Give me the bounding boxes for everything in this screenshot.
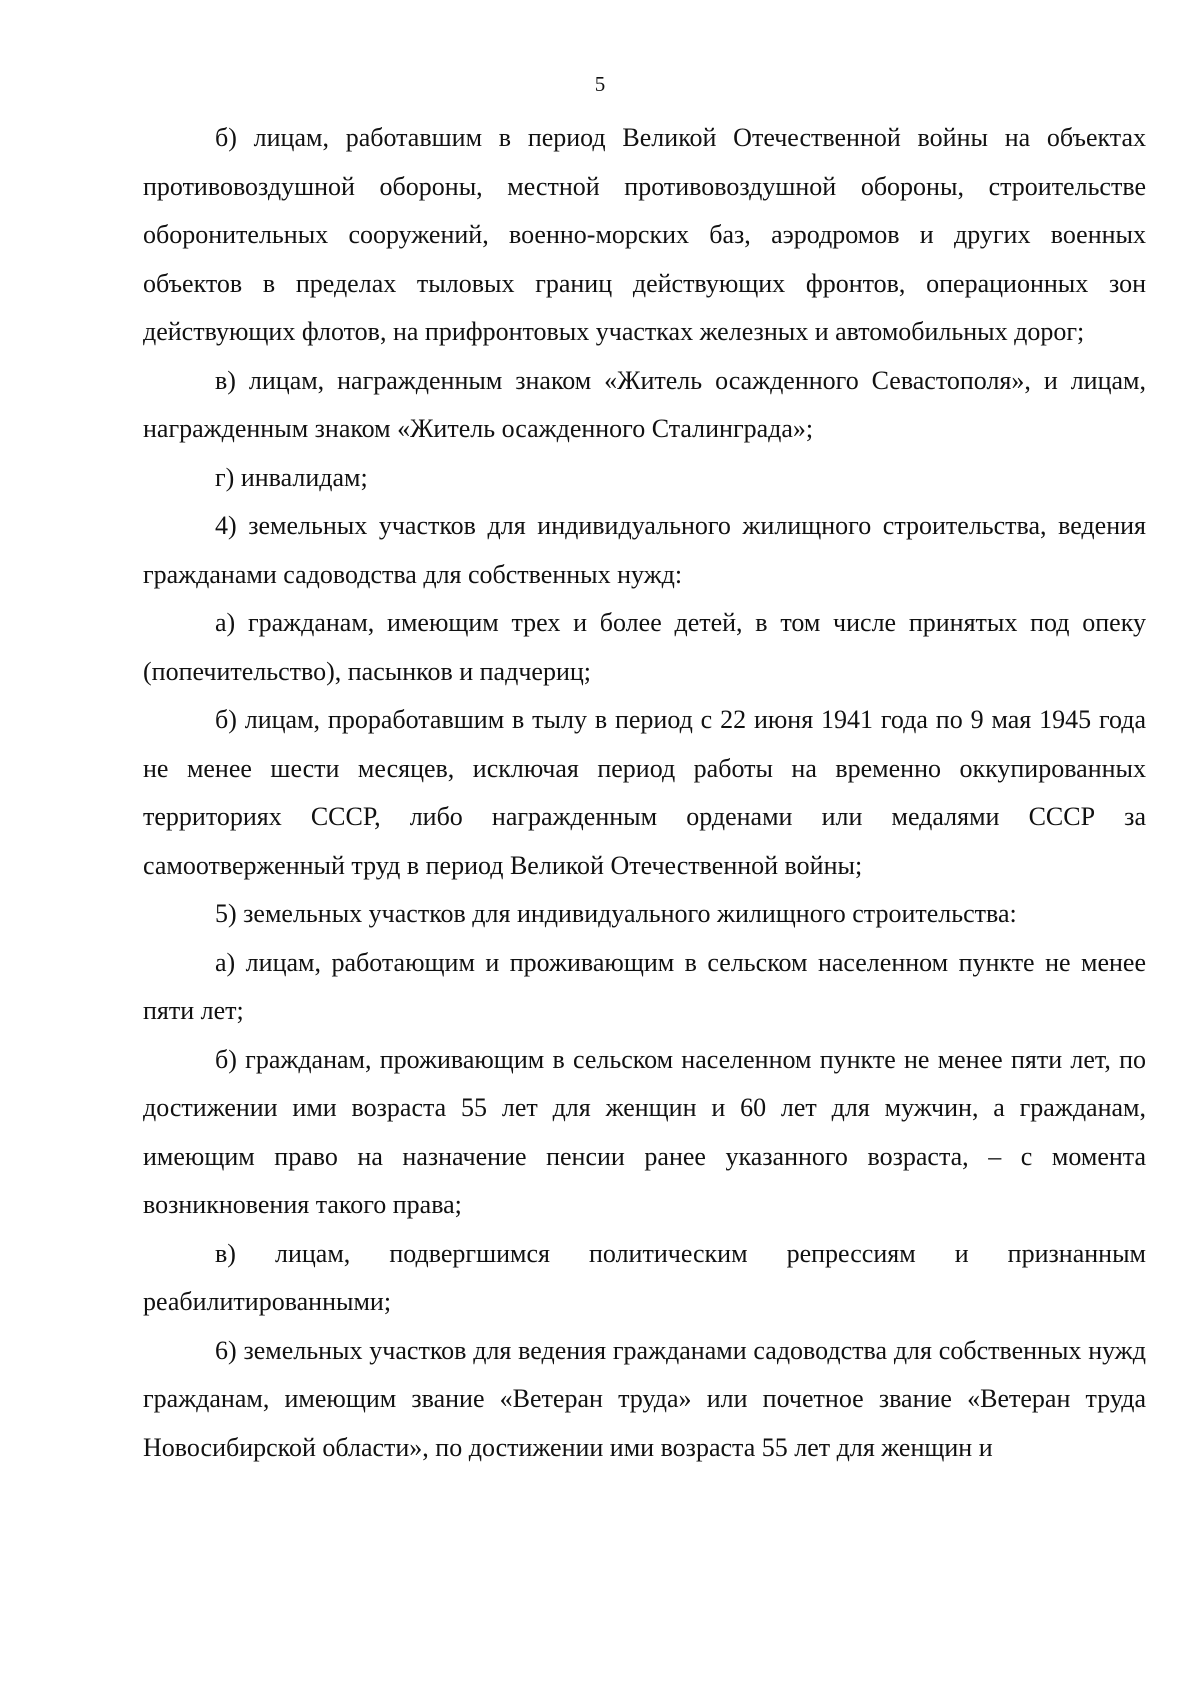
paragraph-b-rear-workers-defense: б) лицам, работавшим в период Великой Отечественной войны на объектах противовоздушной обороны, местной противовоздушной обороны, строительстве оборонительных сооружений, военно-морских баз, аэродромов и других военных объектов в пределах тыловых границ действующих фронтов, операционных зон действующих флотов, на прифронтовых участках железных и автомобильных дорог;	[143, 123, 1146, 346]
page-number: 5	[594, 72, 606, 96]
paragraph-v-rehabilitated: в) лицам, подвергшимся политическим репрессиям и признанным реабилитированными;	[143, 1238, 1146, 1316]
paragraph-6-gardening-veterans: 6) земельных участков для ведения гражданами садоводства для собственных нужд гражданам, имеющим звание «Ветеран труда» или почетное звание «Ветеран труда Новосибирской области», по достижении ими возраста 55 лет для женщин и	[143, 1335, 1146, 1462]
paragraph-4-housing-gardening: 4) земельных участков для индивидуального жилищного строительства, ведения гражданами садоводства для собственных нужд:	[143, 511, 1146, 589]
paragraph-b-home-front-workers: б) лицам, проработавшим в тылу в период с 22 июня 1941 года по 9 мая 1945 года не менее шести месяцев, исключая период работы на временно оккупированных территориях СССР, либо награжденным орденами или медалями СССР за самоотверженный труд в период Великой Отечественной войны;	[143, 705, 1146, 880]
paragraph-g-disabled: г) инвалидам;	[215, 462, 368, 492]
paragraph-5-housing: 5) земельных участков для индивидуального жилищного строительства:	[215, 899, 1017, 928]
paragraph-a-rural-workers: а) лицам, работающим и проживающим в сельском населенном пункте не менее пяти лет;	[143, 947, 1146, 1025]
document-body	[143, 114, 1146, 1472]
paragraph-v-siege-residents: в) лицам, награжденным знаком «Житель осажденного Севастополя», и лицам, награжденным знаком «Житель осажденного Сталинграда»;	[143, 365, 1146, 443]
paragraph-b-rural-pensioners: б) гражданам, проживающим в сельском населенном пункте не менее пяти лет, по достижении ими возраста 55 лет для женщин и 60 лет для мужчин, а гражданам, имеющим право на назначение пенсии ранее указанного возраста, – с момента возникновения такого права;	[143, 1044, 1146, 1219]
paragraph-a-large-families: а) гражданам, имеющим трех и более детей, в том числе принятых под опеку (попечительство), пасынков и падчериц;	[143, 608, 1146, 686]
